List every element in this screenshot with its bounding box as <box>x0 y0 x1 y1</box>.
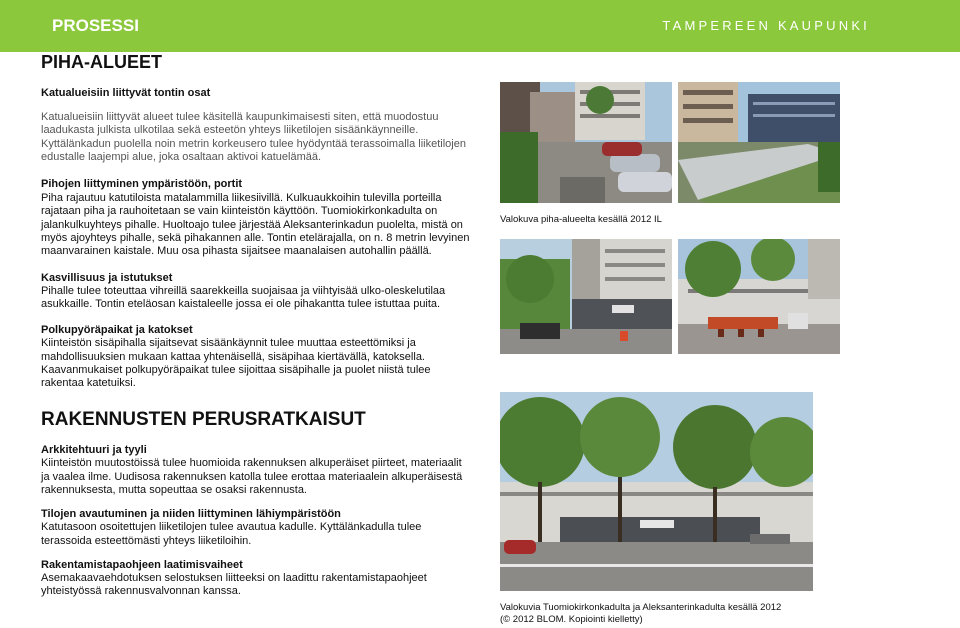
caption-streets-line-1: Valokuvia Tuomiokirkonkadulta ja Aleksanterinkadulta kesällä 2012 <box>500 602 782 613</box>
planting-paragraph: Pihalle tulee toteuttaa vihreillä saarekkeilla suojaisaa ja viihtyisää ulko-oleskelutilaa asukkaille. Tontin eteläosan kaistaleelle jossa ei ole pihakantta tulee istuttaa puita. <box>41 284 446 310</box>
building-title: RAKENNUSTEN PERUSRATKAISUT <box>41 409 366 431</box>
opening-heading: Tilojen avautuminen ja niiden liittyminen lähiympäristöön <box>41 508 341 521</box>
street-parts-heading: Katualueisiin liittyvät tontin osat <box>41 87 211 99</box>
architecture-heading: Arkkitehtuuri ja tyyli <box>41 444 147 457</box>
section-title: PROSESSI <box>52 16 139 35</box>
connection-heading: Pihojen liittyminen ympäristöön, portit <box>41 178 243 191</box>
courtyard-title: PIHA-ALUEET <box>41 52 162 72</box>
connection-paragraph: Piha rajautuu katutiloista matalammilla liikesiivillä. Kulkuaukkoihin tulevilla porteilla rajataan piha ja rauhoitetaan se vain kiinteistön käyttöön. Tuomiokirkonkadulta on jalankulkuyhteys pihalle. Huoltoajo tulee järjestää Aleksanterinkadun puolelta, mistä on myös ajoyhteys pihalle, sekä pihakannen alle. Tontin etelärajalla, on n. 8 metrin levyinen maanvarainen kaistale. Muu osa pihasta sijaitsee maanalaisen autohallin päällä. <box>41 192 470 258</box>
text-column <box>41 52 471 599</box>
planting-heading: Kasvillisuus ja istutukset <box>41 271 173 284</box>
courtyard-photo-cars <box>500 82 672 203</box>
architecture-paragraph: Kiinteistön muutostöissä tulee huomioida rakennuksen alkuperäiset piirteet, materiaalit ja vaalea ilme. Uudisosa rakennuksen katolla tulee erottaa materiaalein alkuperäisestä rakennuksesta, mutta sopeuttaa se osaksi rakennusta. <box>41 457 463 497</box>
courtyard-photo-canopy <box>678 82 840 203</box>
caption-streets-line-2: (© 2012 BLOM. Kopiointi kielletty) <box>500 614 643 625</box>
street-photo-terrace <box>678 239 840 354</box>
caption-courtyard: Valokuva piha-alueelta kesällä 2012 IL <box>500 214 662 225</box>
principles-paragraph: Asemakaavaehdotuksen selostuksen liitteeksi on laadittu rakentamistapaohjeet yhteistyössä rakennusvalvonnan kanssa. <box>41 571 427 598</box>
street-photo-corner <box>500 239 672 354</box>
street-parts-paragraph: Katualueisiin liittyvät alueet tulee käsitellä kaupunkimaisesti siten, että muodostuu laadukasta julkista ulkotilaa sekä esteetön yhteys liiketilojen sisäänkäynneille. Kyttälänkadun puolella noin metrin korkeusero tulee hyödyntää terassoimalla liiketilojen edustalle laajempi alue, joka osaltaan aktivoi katuelämää. <box>41 111 466 163</box>
brand-name: TAMPEREEN KAUPUNKI <box>662 18 870 33</box>
bikes-heading: Polkupyöräpaikat ja katokset <box>41 324 193 337</box>
bikes-paragraph: Kiinteistön sisäpihalla sijaitsevat sisäänkäynnit tulee muuttaa esteettömiksi ja mahdollisuuksien mukaan kattaa yhtenäisellä, sisäpihaa kiertävällä, katoksella. Kaavanmukaiset polkupyöräpaikat tulee sijoittaa sisäpihalle ja puolet niistä tulee rakentaa katetuiksi. <box>41 337 431 390</box>
principles-heading: Rakentamistapaohjeen laatimisvaiheet <box>41 558 243 571</box>
header-banner <box>0 0 960 52</box>
caption-streets <box>500 602 781 626</box>
opening-paragraph: Katutasoon osoitettujen liiketilojen tulee avautua kadulle. Kyttälänkadulla tulee terassoida esteettömästi yhteys liiketiloihin. <box>41 521 422 547</box>
street-photo-aleksanterinkatu <box>500 392 813 591</box>
